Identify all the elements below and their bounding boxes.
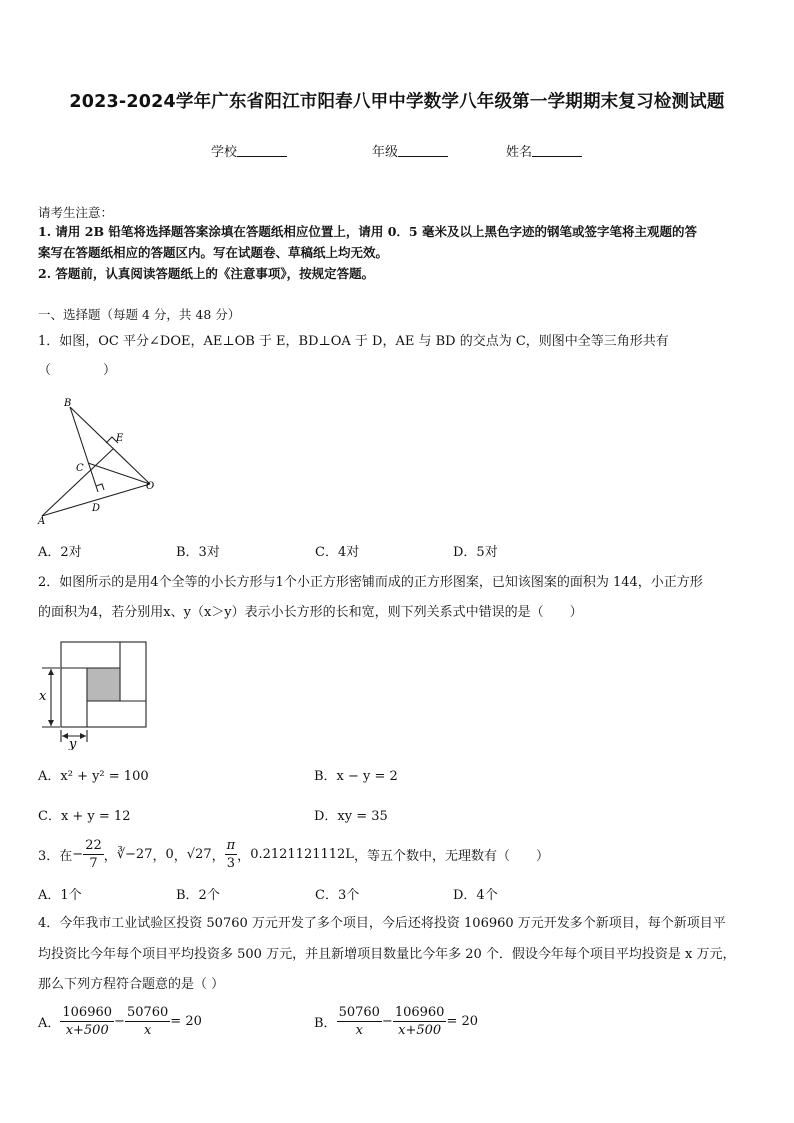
label-o: O [146, 481, 155, 492]
q2-option-d: D．xy = 35 [314, 809, 388, 824]
q3-zero: 0 [165, 847, 174, 862]
q3-option-a: A．1个 [38, 888, 82, 903]
q4-a-frac-2 [125, 1004, 170, 1039]
q3-sep-1: ， [103, 849, 117, 864]
q4-line-3: 那么下列方程符合题意的是（ ） [38, 977, 225, 992]
q4-b-num-2: 106960 [394, 1005, 445, 1020]
x-arrowhead-top [48, 669, 54, 675]
q2-option-a: A．x² + y² = 100 [38, 769, 149, 784]
name-field [506, 141, 582, 160]
x-arrowhead-bottom [48, 720, 54, 726]
q4-b-den-2: x+500 [398, 1023, 442, 1038]
q4-line-2: 均投资比今年每个项目平均投资多 500 万元，并且新增项目数量比今年多 20 个．假设今年每个项目平均投资是 x 万元， [38, 947, 736, 962]
q3-sep-2: ， [152, 849, 166, 864]
notice-line-1a: 1. 请用 2B 铅笔将选择题答案涂填在答题纸相应位置上，请用 0．5 毫米及以上黑色字迹的钢笔或签字笔将主观题的答 [38, 224, 697, 239]
label-y: y [69, 737, 77, 750]
notice-line-2: 2. 答题前，认真阅读答题纸上的《注意事项》，按规定答题。 [38, 266, 375, 281]
q3-option-b: B．2个 [176, 888, 220, 903]
q4-a-frac-1 [60, 1004, 114, 1039]
q3-suffix: ，等五个数中，无理数有（ ） [353, 849, 549, 864]
q3-sep-4: ， [211, 849, 225, 864]
grade-label: 年级 [372, 145, 399, 160]
q3-decimal: 0.2121121112L [250, 847, 354, 862]
label-e: E [116, 433, 124, 444]
q4-b-minus: − [381, 1014, 393, 1029]
q3-pi-den: 3 [226, 856, 236, 871]
line-co [88, 463, 150, 484]
label-d: D [92, 503, 101, 514]
school-label: 学校 [211, 145, 238, 160]
q2-figure [36, 638, 156, 750]
label-x: x [39, 689, 47, 704]
q4-b-frac-2 [393, 1004, 447, 1039]
q1-paren: （ ） [38, 363, 117, 378]
section-heading: 一、选择题（每题 4 分，共 48 分） [38, 307, 241, 322]
q3-stem [38, 837, 549, 872]
q4-a-label: A． [38, 1016, 61, 1031]
q1-option-c: C．4对 [315, 545, 360, 560]
q4-option-a [38, 1004, 202, 1039]
q4-b-num-1: 50760 [338, 1005, 380, 1020]
q4-a-num-1: 106960 [62, 1005, 113, 1020]
q4-b-rhs: = 20 [446, 1014, 479, 1029]
q4-b-label: B． [314, 1016, 337, 1031]
q2-option-b: B．x − y = 2 [314, 769, 398, 784]
y-arrowhead-right [80, 733, 86, 739]
small-square [87, 668, 120, 701]
q1-figure [32, 393, 162, 528]
q3-fraction [83, 837, 104, 872]
q2-line-2: 的面积为4，若分别用x、y（x＞y）表示小长方形的长和宽，则下列关系式中错误的是（ ） [38, 605, 583, 620]
q4-option-b [314, 1004, 478, 1039]
q3-pi-num: π [226, 838, 236, 853]
q3-sqrt: √27 [186, 847, 212, 862]
grade-field [372, 141, 448, 160]
q4-a-num-2: 50760 [126, 1005, 169, 1020]
q3-sep-3: ， [173, 849, 187, 864]
notice-line-1b: 案写在答题纸相应的答题区内。写在试题卷、草稿纸上均无效。 [38, 245, 389, 260]
q3-option-c: C．3个 [315, 888, 360, 903]
q4-b-frac-1 [337, 1004, 382, 1039]
q4-b-den-1: x [355, 1023, 363, 1038]
q3-option-d: D．4个 [453, 888, 498, 903]
q1-text: 1．如图，OC 平分∠DOE，AE⊥OB 于 E，BD⊥OA 于 D，AE 与 BD 的交点为 C，则图中全等三角形共有 [38, 334, 669, 349]
q4-a-minus: − [114, 1014, 125, 1029]
school-blank [237, 144, 287, 157]
q3-prefix: 3．在 [38, 849, 73, 864]
q2-line-1: 2．如图所示的是用4个全等的小长方形与1个小正方形密铺而成的正方形图案，已知该图案的面积为 144，小正方形 [38, 575, 703, 590]
q3-cube-root: ∛−27 [116, 847, 153, 862]
q1-option-b: B．3对 [176, 545, 220, 560]
q1-option-a: A．2对 [38, 545, 82, 560]
q4-line-1: 4．今年我市工业试验区投资 50760 万元开发了多个项目，今后还将投资 106960 万元开发多个新项目，每个新项目平 [38, 916, 726, 931]
name-label: 姓名 [506, 145, 533, 160]
name-blank [532, 144, 582, 157]
q4-a-den-1: x+500 [65, 1023, 109, 1038]
q3-frac-num: 22 [85, 838, 102, 853]
q1-option-d: D．5对 [453, 545, 498, 560]
y-arrowhead-left [62, 733, 68, 739]
q3-frac-den: 7 [89, 856, 98, 871]
q3-pi-fraction [225, 837, 238, 872]
label-c: C [76, 463, 84, 474]
page-title: 2023-2024学年广东省阳江市阳春八甲中学数学八年级第一学期期末复习检测试题 [69, 92, 725, 112]
label-b: B [64, 398, 72, 409]
school-field [211, 141, 287, 160]
grade-blank [398, 144, 448, 157]
q4-a-den-2: x [143, 1023, 152, 1038]
notice-heading: 请考生注意： [38, 205, 114, 220]
q2-option-c: C．x + y = 12 [38, 809, 131, 824]
q4-a-rhs: = 20 [170, 1014, 202, 1029]
q3-minus: − [72, 847, 84, 862]
label-a: A [38, 516, 46, 527]
q3-sep-5: ， [237, 849, 251, 864]
